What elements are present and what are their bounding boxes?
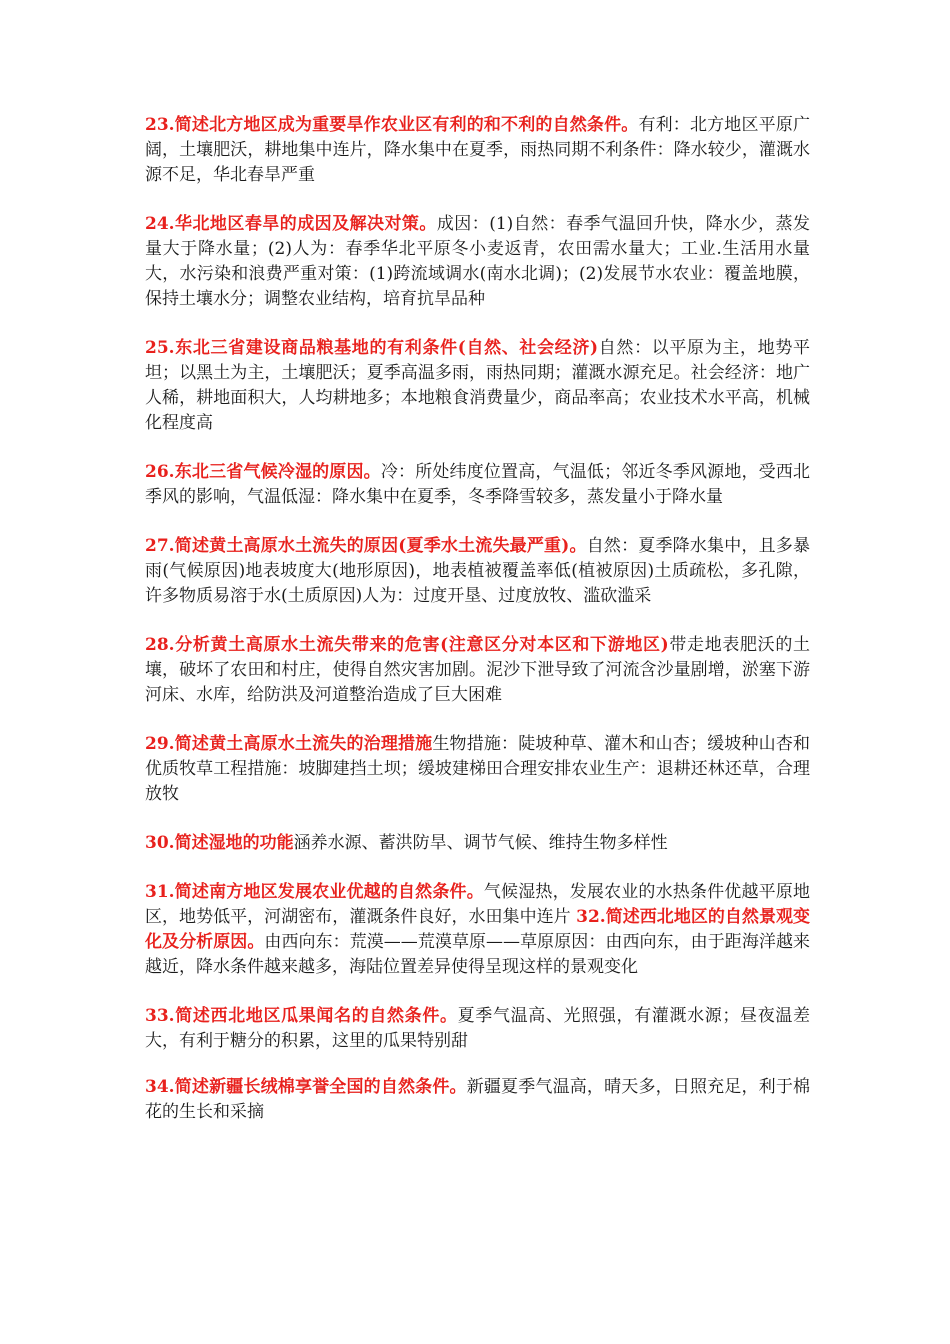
question-heading: 29.简述黄土高原水土流失的治理措施 [145, 734, 433, 754]
question-heading: 31.简述南方地区发展农业优越的自然条件。 [145, 882, 484, 902]
qa-item-27 [145, 534, 810, 609]
answer-text: 新疆夏季气温高，晴天多，日照充足，利于棉花的生长和采摘 [145, 1077, 811, 1122]
qa-item-33 [145, 1004, 810, 1054]
qa-item-31-32 [145, 880, 810, 980]
qa-item-23 [145, 113, 810, 188]
qa-item-30 [145, 831, 810, 856]
question-heading: 34.简述新疆长绒棉享誉全国的自然条件。 [145, 1077, 467, 1097]
answer-text: 自然：夏季降水集中，且多暴雨(气候原因)地表坡度大(地形原因)，地表植被覆盖率低(植被原因)土质疏松，多孔隙，许多物质易溶于水(土质原因)人为：过度开垦、过度放牧、滥砍滥采 [145, 536, 811, 606]
answer-text: 带走地表肥沃的土壤，破坏了农田和村庄，使得自然灾害加剧。泥沙下泄导致了河流含沙量剧增，淤塞下游河床、水库，给防洪及河道整治造成了巨大困难 [145, 635, 810, 705]
qa-item-34 [145, 1075, 810, 1125]
question-heading: 33.简述西北地区瓜果闻名的自然条件。 [145, 1006, 458, 1026]
answer-text: 气候湿热，发展农业的水热条件优越平原地区，地势低平，河湖密布，灌溉条件良好，水田集中连片 [145, 882, 810, 927]
answer-text: 生物措施：陡坡种草、灌木和山杏；缓坡种山杏和优质牧草工程措施：坡脚建挡土坝；缓坡建梯田合理安排农业生产：退耕还林还草，合理放牧 [145, 734, 811, 804]
answer-text: 成因：(1)自然：春季气温回升快，降水少，蒸发量大于降水量；(2)人为：春季华北平原冬小麦返青，农田需水量大；工业.生活用水量大，水污染和浪费严重对策：(1)跨流域调水(南水北调)；(2)发展节水农业：覆盖地膜，保持土壤水分；调整农业结构，培育抗旱品种 [145, 214, 810, 309]
question-heading: 30.简述湿地的功能 [145, 833, 294, 853]
qa-item-29 [145, 732, 810, 807]
qa-item-25 [145, 336, 810, 436]
qa-item-28 [145, 633, 810, 708]
answer-text: 自然：以平原为主，地势平坦；以黑土为主，土壤肥沃；夏季高温多雨，雨热同期；灌溉水源充足。社会经济：地广人稀，耕地面积大，人均耕地多；本地粮食消费量少，商品率高；农业技术水平高，机械化程度高 [145, 338, 810, 433]
question-heading: 23.简述北方地区成为重要旱作农业区有利的和不利的自然条件。 [145, 115, 639, 135]
question-heading: 25.东北三省建设商品粮基地的有利条件(自然、社会经济) [145, 338, 599, 358]
qa-item-26 [145, 460, 810, 510]
question-heading: 28.分析黄土高原水土流失带来的危害(注意区分对本区和下游地区) [145, 635, 669, 655]
document-body [145, 113, 810, 1149]
qa-item-24 [145, 212, 810, 312]
answer-text: 有利：北方地区平原广阔，土壤肥沃，耕地集中连片，降水集中在夏季，雨热同期不利条件：降水较少，灌溉水源不足，华北春旱严重 [145, 115, 810, 185]
question-heading: 26.东北三省气候冷湿的原因。 [145, 462, 381, 482]
question-heading-32: 32.简述西北地区的自然景观变化及分析原因。 [145, 907, 811, 952]
answer-text: 冷：所处纬度位置高，气温低；邻近冬季风源地，受西北季风的影响，气温低湿：降水集中在夏季，冬季降雪较多，蒸发量小于降水量 [145, 462, 811, 507]
question-heading: 27.简述黄土高原水土流失的原因(夏季水土流失最严重)。 [145, 536, 587, 556]
answer-text: 涵养水源、蓄洪防旱、调节气候、维持生物多样性 [293, 833, 668, 853]
answer-text-32: 由西向东：荒漠——荒漠草原——草原原因：由西向东，由于距海洋越来越近，降水条件越来越多，海陆位置差异使得呈现这样的景观变化 [145, 932, 811, 977]
answer-text: 夏季气温高、光照强，有灌溉水源；昼夜温差大，有利于糖分的积累，这里的瓜果特别甜 [145, 1006, 811, 1051]
question-heading: 24.华北地区春旱的成因及解决对策。 [145, 214, 437, 234]
